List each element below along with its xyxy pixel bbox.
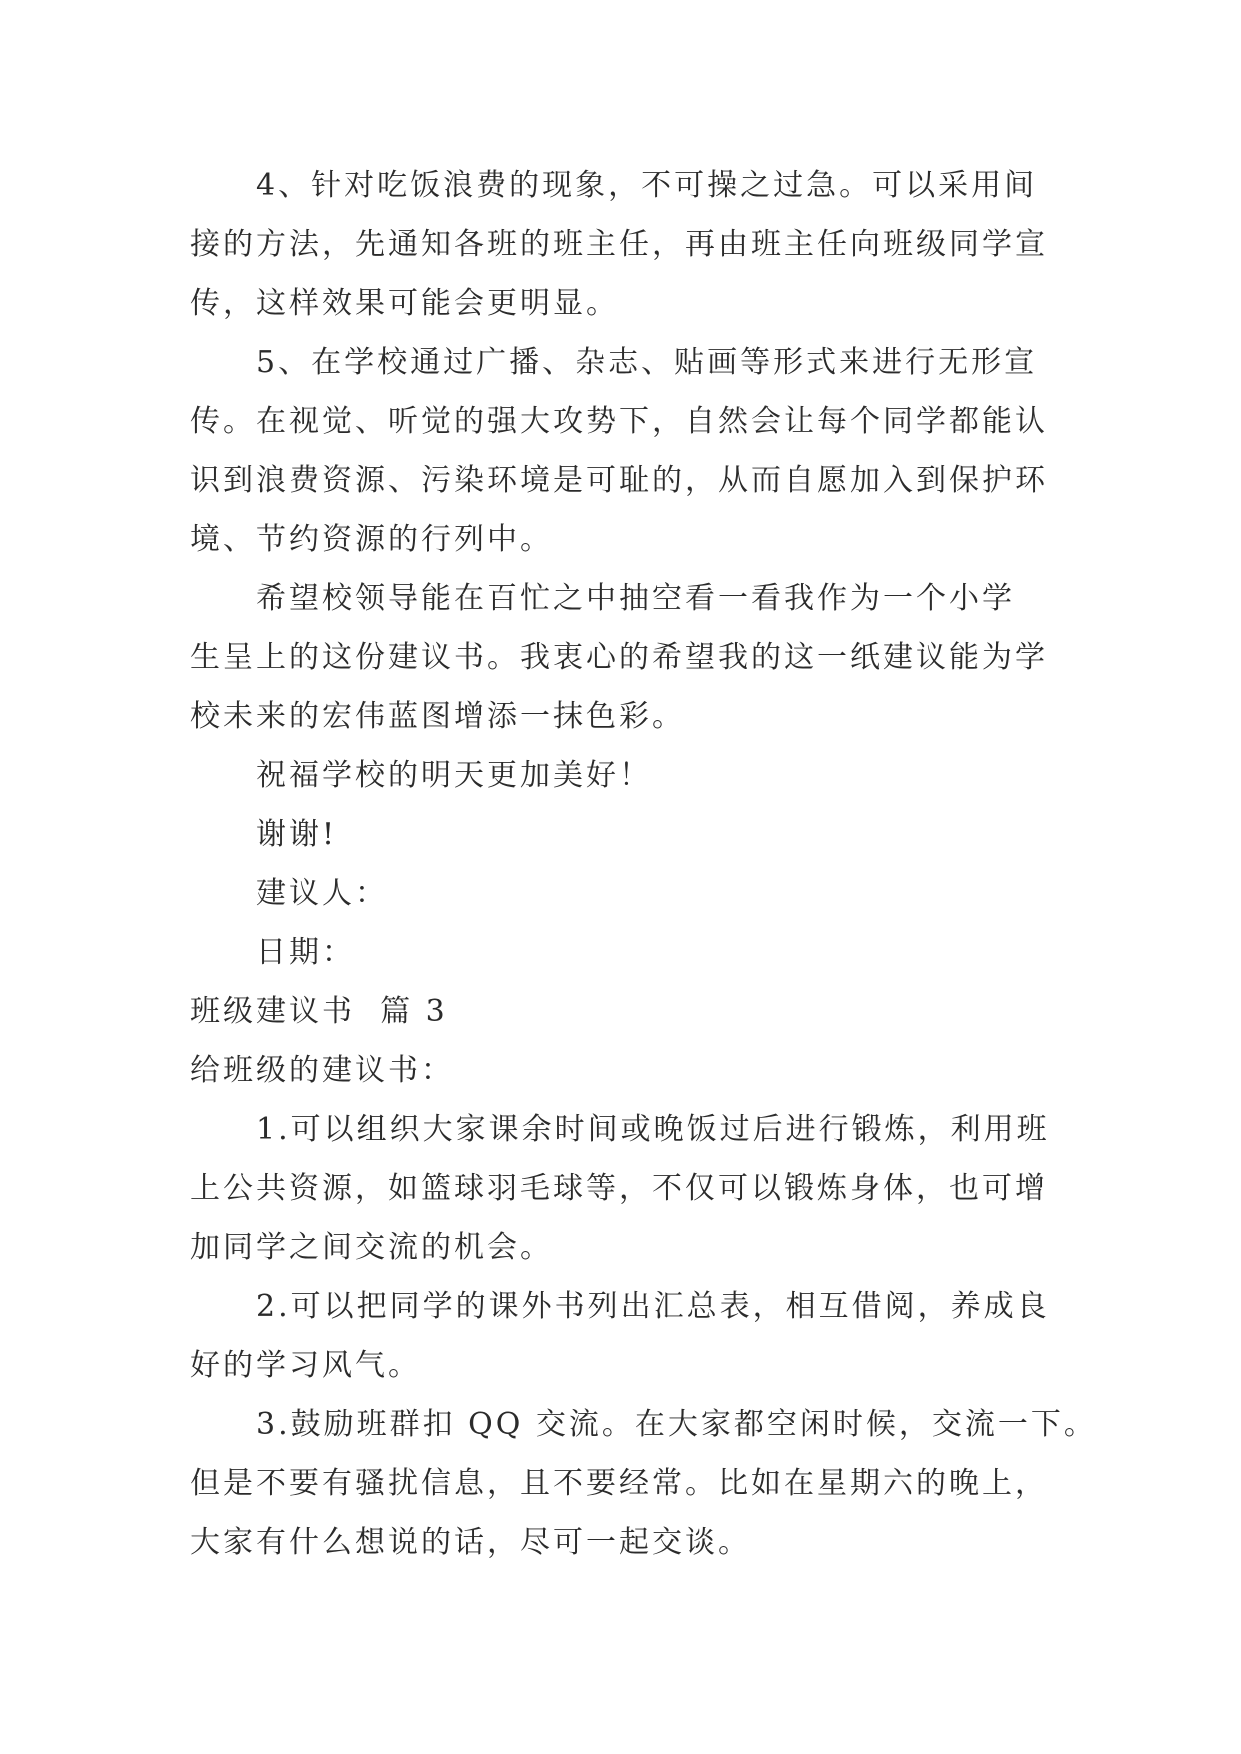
text-line: 生呈上的这份建议书。我衷心的希望我的这一纸建议能为学: [190, 640, 1048, 675]
text-line: 大家有什么想说的话，尽可一起交谈。: [190, 1525, 751, 1560]
text-line: 校未来的宏伟蓝图增添一抹色彩。: [190, 699, 685, 734]
text-line: 1.可以组织大家课余时间或晚饭过后进行锻炼，利用班: [256, 1112, 1050, 1147]
paragraph-item-5: [190, 333, 1060, 569]
section-title: 班级建议书 篇 3: [190, 994, 448, 1029]
suggestion-item-3: [190, 1395, 1097, 1572]
suggestion-item-1: [190, 1100, 1060, 1277]
text-line: 传，这样效果可能会更明显。: [190, 286, 619, 321]
text-line: 识到浪费资源、污染环境是可耻的，从而自愿加入到保护环: [190, 463, 1048, 498]
text-line: 境、节约资源的行列中。: [190, 522, 553, 557]
text-line: 传。在视觉、听觉的强大攻势下，自然会让每个同学都能认: [190, 404, 1048, 439]
proposer-label: 建议人：: [256, 876, 388, 911]
text-line: 3.鼓励班群扣 QQ 交流。在大家都空闲时候，交流一下。: [256, 1407, 1097, 1442]
document-body: [190, 156, 1097, 1572]
text-line: 4、针对吃饭浪费的现象，不可操之过急。可以采用间: [256, 168, 1038, 203]
paragraph-hope: [190, 569, 1060, 746]
closing-blessing: 祝福学校的明天更加美好！: [256, 758, 652, 793]
suggestion-item-2: [190, 1277, 1060, 1395]
text-line: 2.可以把同学的课外书列出汇总表，相互借阅，养成良: [256, 1289, 1050, 1324]
date-label: 日期：: [256, 935, 355, 970]
text-line: 好的学习风气。: [190, 1348, 421, 1383]
text-line: 上公共资源，如篮球羽毛球等，不仅可以锻炼身体，也可增: [190, 1171, 1048, 1206]
text-line: 但是不要有骚扰信息，且不要经常。比如在星期六的晚上，: [190, 1466, 1048, 1501]
section-intro: 给班级的建议书：: [190, 1053, 454, 1088]
text-line: 5、在学校通过广播、杂志、贴画等形式来进行无形宣: [256, 345, 1038, 380]
paragraph-item-4: [190, 156, 1060, 333]
text-line: 加同学之间交流的机会。: [190, 1230, 553, 1265]
text-line: 接的方法，先通知各班的班主任，再由班主任向班级同学宣: [190, 227, 1048, 262]
text-line: 希望校领导能在百忙之中抽空看一看我作为一个小学: [256, 581, 1015, 616]
closing-thanks: 谢谢!: [256, 817, 338, 852]
